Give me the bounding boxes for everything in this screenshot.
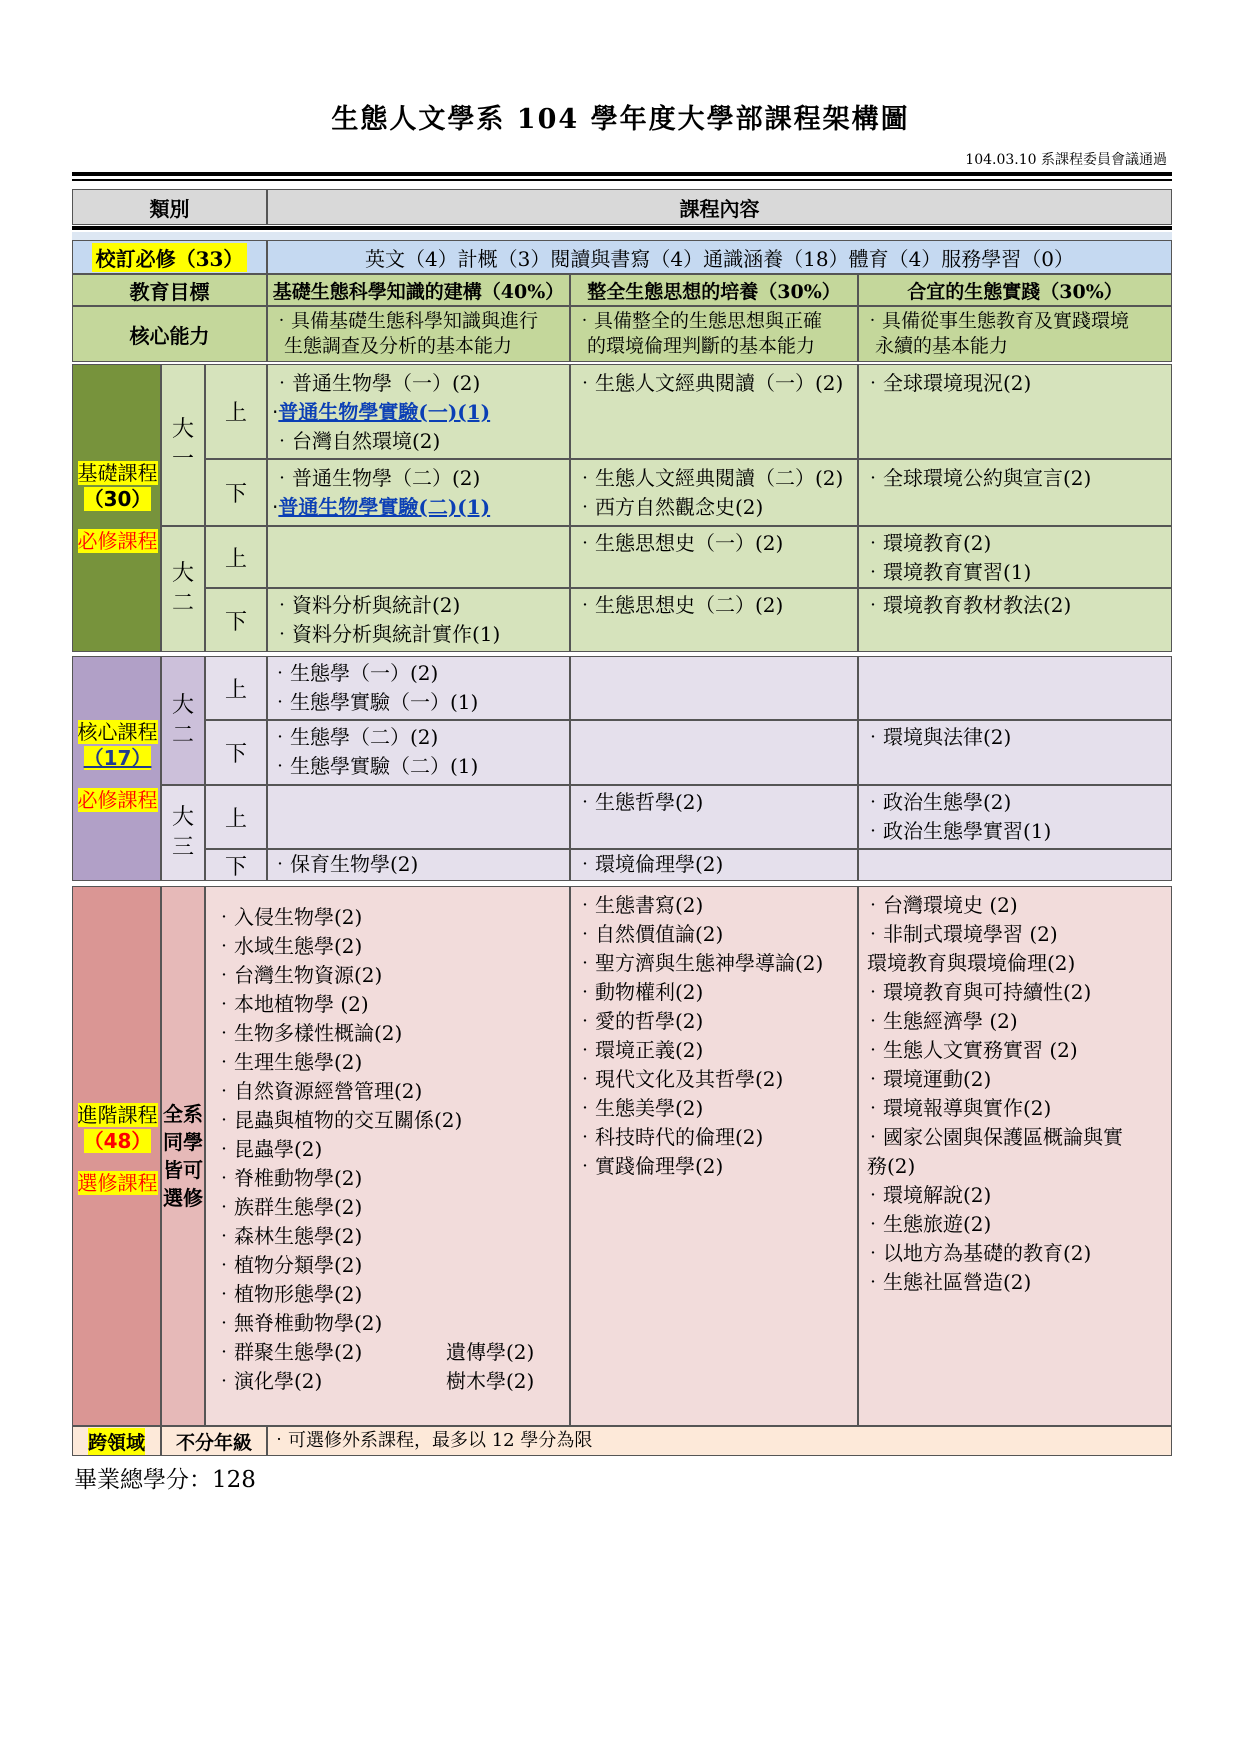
basic-category	[72, 364, 161, 652]
course-item: ‧環境正義(2)	[575, 1038, 704, 1062]
course-item: ‧現代文化及其哲學(2)	[575, 1067, 784, 1091]
basic-y2-down-col1	[267, 588, 570, 652]
course-item: ‧普通生物學實驗(二)(1)	[272, 495, 491, 519]
course-item: ‧生理生態學(2)	[214, 1050, 363, 1074]
course-item: ‧生態學（一）(2)	[270, 661, 439, 685]
core-year2: 大二	[161, 656, 205, 785]
core-name: 核心課程	[77, 720, 158, 744]
advanced-who	[161, 886, 205, 1426]
basic-credits: （30）	[83, 487, 152, 511]
course-item: ‧保育生物學(2)	[270, 852, 419, 876]
course-item: ‧環境教育教材教法(2)	[863, 593, 1072, 617]
course-item: ‧環境倫理學(2)	[575, 852, 724, 876]
course-item: ‧資料分析與統計實作(1)	[272, 622, 501, 646]
header-content: 課程內容	[267, 189, 1172, 225]
course-item: 樹木學(2)	[446, 1369, 535, 1393]
core-type: 必修課程	[77, 788, 158, 812]
competence-col2	[570, 306, 858, 362]
header-rule	[72, 226, 1172, 230]
course-link[interactable]: 普通生物學實驗(一)(1)	[278, 400, 491, 424]
basic-y2-up-col2	[570, 526, 858, 588]
core-y3-down-col2	[570, 849, 858, 881]
course-item: ‧聖方濟與生態神學導論(2)	[575, 951, 824, 975]
course-item: ‧台灣自然環境(2)	[272, 429, 441, 453]
course-item: ‧生態學（二）(2)	[270, 725, 439, 749]
course-item: ‧入侵生物學(2)	[214, 905, 363, 929]
course-link[interactable]: 普通生物學實驗(二)(1)	[278, 495, 491, 519]
advanced-credits: （48）	[83, 1129, 152, 1153]
advanced-category	[72, 886, 161, 1426]
course-item: ‧水域生態學(2)	[214, 934, 363, 958]
core-credits: （17）	[83, 746, 152, 770]
basic-y2-up-col3	[858, 526, 1172, 588]
course-item: 遺傳學(2)	[446, 1340, 535, 1364]
cross-label-cell	[72, 1426, 161, 1456]
competence-col3	[858, 306, 1172, 362]
core-y3-down-col1	[267, 849, 570, 881]
course-item: ‧非制式環境學習 (2)	[863, 922, 1058, 946]
course-item: ‧生態經濟學 (2)	[863, 1009, 1018, 1033]
cross-label: 跨領域	[88, 1428, 145, 1455]
basic-y1-down-col1	[267, 459, 570, 526]
competence-line: ‧具備基礎生態科學知識與進行	[272, 310, 539, 332]
course-item: ‧全球環境現況(2)	[863, 371, 1032, 395]
course-item: ‧普通生物學（二）(2)	[272, 466, 481, 490]
basic-y1-down-col3	[858, 459, 1172, 526]
school-required-content: 英文（4）計概（3）閱讀與書寫（4）通識涵養（18）體育（4）服務學習（0）	[267, 240, 1172, 274]
basic-y1-sem-down: 下	[205, 459, 267, 526]
basic-y2-sem-up: 上	[205, 526, 267, 588]
core-y2-down-col3	[858, 720, 1172, 785]
course-item: ‧昆蟲學(2)	[214, 1137, 323, 1161]
core-y2-sem-up: 上	[205, 656, 267, 720]
course-item: ‧演化學(2)	[214, 1369, 323, 1393]
course-item: ‧生態人文經典閱讀（一）(2)	[575, 371, 844, 395]
course-item: ‧實踐倫理學(2)	[575, 1154, 724, 1178]
course-item: ‧環境報導與實作(2)	[863, 1096, 1052, 1120]
core-y3-sem-up: 上	[205, 785, 267, 849]
advanced-col3	[858, 886, 1172, 1426]
page-title: 生態人文學系 104 學年度大學部課程架構圖	[331, 104, 910, 135]
course-item: ‧植物形態學(2)	[214, 1282, 363, 1306]
core-y2-up-col2	[570, 656, 858, 720]
spacer-band	[72, 232, 1172, 240]
approval-note: 104.03.10 系課程委員會議通過	[965, 152, 1167, 168]
core-y3-up-col1	[267, 785, 570, 849]
core-y2-up-col1	[267, 656, 570, 720]
course-item: ‧政治生態學(2)	[863, 790, 1012, 814]
course-pair	[214, 1338, 561, 1367]
course-item: ‧生態人文經典閱讀（二）(2)	[575, 466, 844, 490]
advanced-col1	[205, 886, 570, 1426]
competence-line: 生態調查及分析的基本能力	[284, 335, 513, 357]
advanced-who-text: 全系同學皆可選修	[163, 1102, 203, 1210]
header-category: 類別	[72, 189, 267, 225]
course-item: ‧生態書寫(2)	[575, 893, 704, 917]
basic-year1: 大一	[161, 364, 205, 526]
course-item: ‧環境教育實習(1)	[863, 560, 1032, 584]
course-item: ‧脊椎動物學(2)	[214, 1166, 363, 1190]
basic-y1-up-col3	[858, 364, 1172, 459]
competence-line: 永續的基本能力	[875, 335, 1009, 357]
course-item: ‧生態思想史（二）(2)	[575, 593, 784, 617]
course-item: ‧愛的哲學(2)	[575, 1009, 704, 1033]
advanced-col2	[570, 886, 858, 1426]
course-item: ‧本地植物學 (2)	[214, 992, 369, 1016]
course-item: ‧動物權利(2)	[575, 980, 704, 1004]
course-item: ‧台灣生物資源(2)	[214, 963, 383, 987]
course-item: ‧生態思想史（一）(2)	[575, 531, 784, 555]
course-item: ‧自然資源經營管理(2)	[214, 1079, 423, 1103]
basic-y2-down-col2	[570, 588, 858, 652]
course-item: ‧生態學實驗（一）(1)	[270, 690, 479, 714]
competence-line: ‧具備從事生態教育及實踐環境	[863, 310, 1130, 332]
basic-y2-up-col1	[267, 526, 570, 588]
course-item: ‧生態學實驗（二）(1)	[270, 754, 479, 778]
course-item: ‧環境運動(2)	[863, 1067, 992, 1091]
cross-content: ‧可選修外系課程，最多以 12 學分為限	[267, 1426, 1172, 1456]
course-item: ‧昆蟲與植物的交互關係(2)	[214, 1108, 463, 1132]
course-item: 務(2)	[867, 1154, 916, 1178]
course-item: ‧以地方為基礎的教育(2)	[863, 1241, 1092, 1265]
course-item: 環境教育與環境倫理(2)	[867, 951, 1076, 975]
basic-y1-down-col2	[570, 459, 858, 526]
course-item: ‧台灣環境史 (2)	[863, 893, 1018, 917]
school-required-label: 校訂必修（33）	[92, 243, 248, 272]
course-item: ‧生態美學(2)	[575, 1096, 704, 1120]
basic-y1-sem-up: 上	[205, 364, 267, 459]
course-item: ‧生態人文實務實習 (2)	[863, 1038, 1078, 1062]
core-y2-up-col3	[858, 656, 1172, 720]
course-item: ‧全球環境公約與宣言(2)	[863, 466, 1092, 490]
course-item: ‧環境與法律(2)	[863, 725, 1012, 749]
course-item: ‧自然價值論(2)	[575, 922, 724, 946]
goal-col2: 整全生態思想的培養（30%）	[570, 274, 858, 306]
basic-year2: 大二	[161, 526, 205, 652]
course-item: ‧無脊椎動物學(2)	[214, 1311, 383, 1335]
course-item: ‧環境解說(2)	[863, 1183, 992, 1207]
core-category	[72, 656, 161, 881]
course-item: ‧生物多樣性概論(2)	[214, 1021, 403, 1045]
course-item: ‧普通生物學（一）(2)	[272, 371, 481, 395]
course-item: ‧森林生態學(2)	[214, 1224, 363, 1248]
goal-col3: 合宜的生態實踐（30%）	[858, 274, 1172, 306]
course-item: ‧植物分類學(2)	[214, 1253, 363, 1277]
top-rule	[72, 172, 1172, 176]
core-y3-sem-down: 下	[205, 849, 267, 881]
course-item: ‧普通生物學實驗(一)(1)	[272, 400, 491, 424]
course-item: ‧西方自然觀念史(2)	[575, 495, 764, 519]
basic-name: 基礎課程	[77, 461, 158, 485]
core-y2-down-col1	[267, 720, 570, 785]
total-credits: 畢業總學分：128	[74, 1467, 256, 1493]
course-item: ‧生態社區營造(2)	[863, 1270, 1032, 1294]
cross-level: 不分年級	[161, 1426, 267, 1456]
competence-line: ‧具備整全的生態思想與正確	[575, 310, 823, 332]
course-item: ‧國家公園與保護區概論與實	[863, 1125, 1123, 1149]
school-required-label-cell	[72, 240, 267, 274]
top-rule-thin	[72, 179, 1172, 181]
course-item: ‧資料分析與統計(2)	[272, 593, 461, 617]
course-item: ‧科技時代的倫理(2)	[575, 1125, 764, 1149]
core-y3-up-col3	[858, 785, 1172, 849]
basic-y2-sem-down: 下	[205, 588, 267, 652]
course-item: ‧生態哲學(2)	[575, 790, 704, 814]
course-item: ‧族群生態學(2)	[214, 1195, 363, 1219]
core-y2-sem-down: 下	[205, 720, 267, 785]
goal-col1: 基礎生態科學知識的建構（40%）	[267, 274, 570, 306]
competence-label: 核心能力	[72, 306, 267, 362]
core-y2-down-col2	[570, 720, 858, 785]
basic-y2-down-col3	[858, 588, 1172, 652]
course-pair	[214, 1367, 561, 1396]
basic-y1-up-col2	[570, 364, 858, 459]
core-y3-down-col3	[858, 849, 1172, 881]
competence-line: 的環境倫理判斷的基本能力	[587, 335, 816, 357]
basic-y1-up-col1	[267, 364, 570, 459]
course-item: ‧環境教育與可持續性(2)	[863, 980, 1092, 1004]
core-year3: 大三	[161, 785, 205, 881]
advanced-type: 選修課程	[77, 1171, 158, 1195]
course-item: ‧生態旅遊(2)	[863, 1212, 992, 1236]
course-item: ‧群聚生態學(2)	[214, 1340, 363, 1364]
course-item: ‧政治生態學實習(1)	[863, 819, 1052, 843]
core-y3-up-col2	[570, 785, 858, 849]
competence-col1	[267, 306, 570, 362]
goals-label: 教育目標	[72, 274, 267, 306]
advanced-name: 進階課程	[77, 1103, 158, 1127]
course-item: ‧環境教育(2)	[863, 531, 992, 555]
basic-type: 必修課程	[77, 529, 158, 553]
